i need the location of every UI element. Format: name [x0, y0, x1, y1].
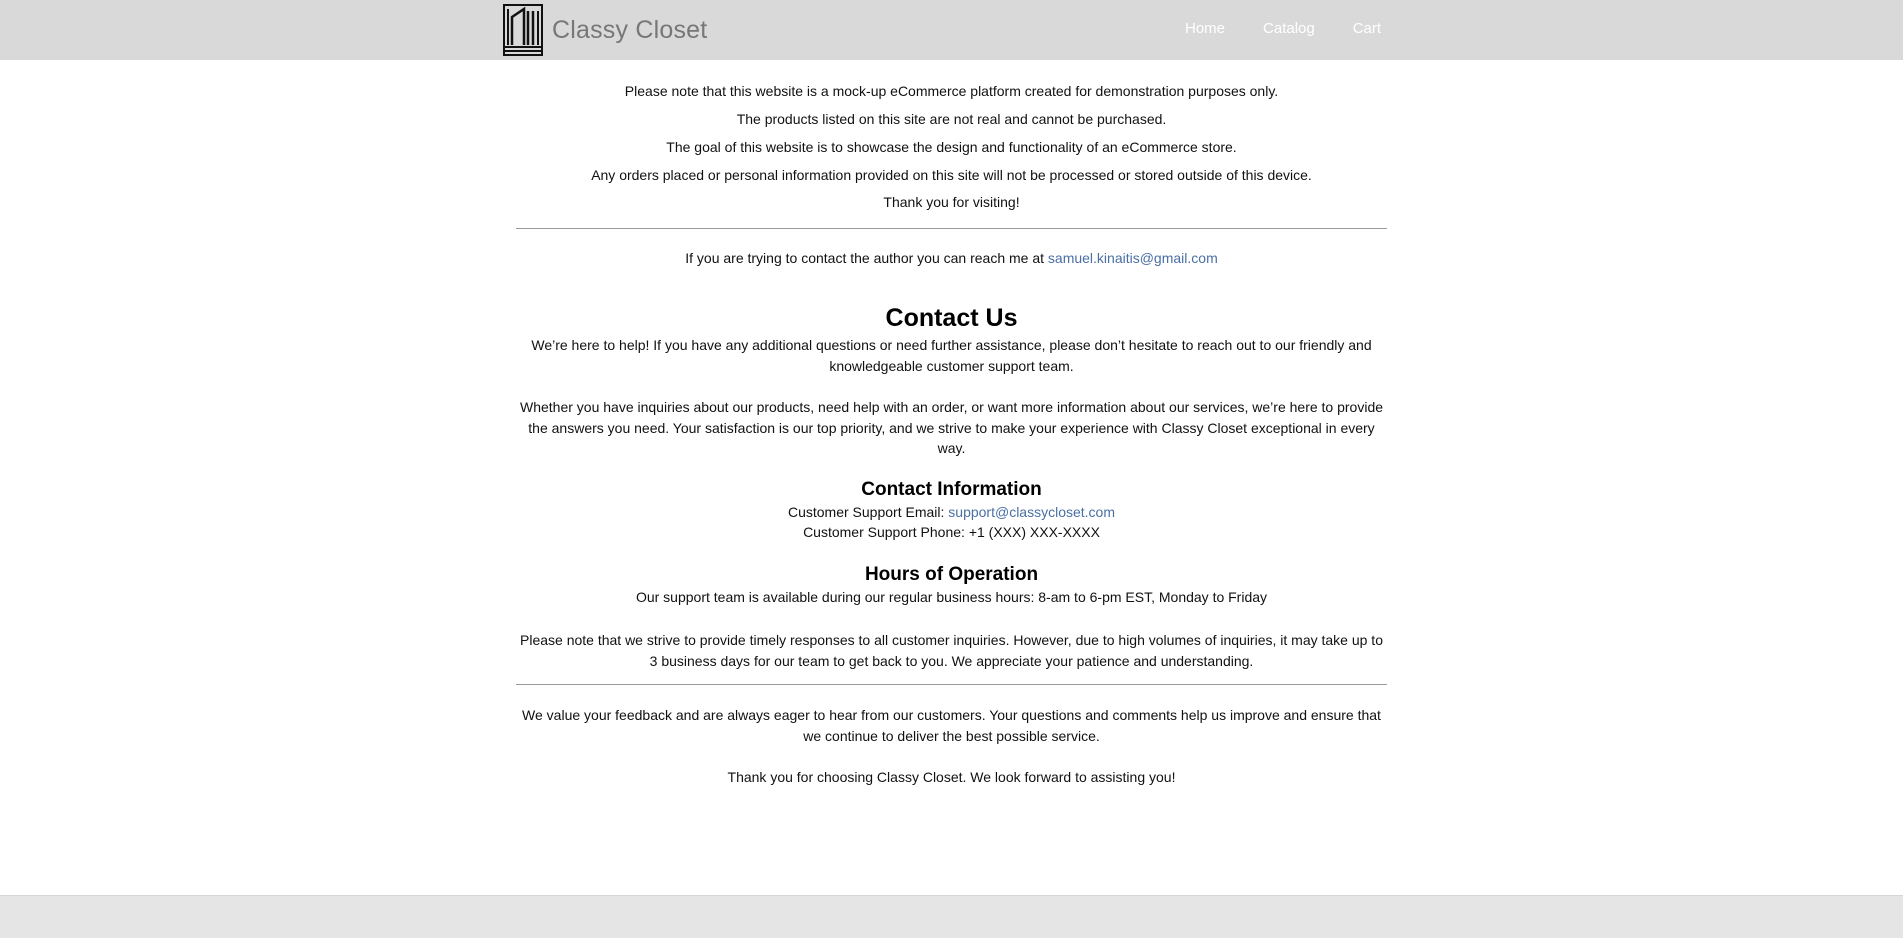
nav-link-home[interactable]: Home: [1185, 20, 1226, 37]
navbar: [0, 0, 1903, 60]
hours-text: Our support team is available during our regular business hours: 8-am to 6-pm EST, Monday to Friday: [635, 588, 1268, 605]
hours-title: Hours of Operation: [864, 563, 1039, 585]
response-note: Please note that we strive to provide timely responses to all customer inquiries. However, due to high volumes of inquiries, it may take up to 3 business days for our team to get back to you. We appreciate your patience and understanding.: [520, 632, 1383, 669]
disclaimer-line-5: Thank you for visiting!: [883, 194, 1020, 210]
footer: [0, 895, 1903, 938]
contact-info-title: Contact Information: [861, 478, 1042, 500]
closing-text: Thank you for choosing Classy Closet. We look forward to assisting you!: [727, 769, 1176, 785]
author-contact-text: If you are trying to contact the author you can reach me at: [685, 250, 1048, 266]
support-email-label: Customer Support Email:: [787, 503, 949, 520]
author-email-link[interactable]: samuel.kinaitis@gmail.com: [1047, 250, 1218, 266]
main-content: [516, 60, 1387, 788]
disclaimer-line-2: The products listed on this site are not real and cannot be purchased.: [736, 111, 1167, 127]
feedback-text: We value your feedback and are always eager to hear from our customers. Your questions and comments help us improve and ensure that we continue to deliver the best possible service.: [522, 707, 1381, 744]
disclaimer-line-1: Please note that this website is a mock-up eCommerce platform created for demonstration purposes only.: [624, 83, 1279, 99]
support-email-link[interactable]: support@classycloset.com: [948, 503, 1115, 520]
nav-link-catalog[interactable]: Catalog: [1263, 20, 1315, 37]
contact-services: Whether you have inquiries about our products, need help with an order, or want more information about our services, we’re here to provide the answers you need. Your satisfaction is our top priority, and we strive to make your experience with Classy Closet exceptional in every way.: [519, 399, 1384, 456]
disclaimer-line-4: Any orders placed or personal information provided on this site will not be processed or stored outside of this device.: [591, 167, 1312, 183]
closet-logo-icon: [502, 3, 544, 57]
disclaimer-line-3: The goal of this website is to showcase the design and functionality of an eCommerce store.: [666, 139, 1237, 155]
author-contact: [516, 250, 1387, 267]
contact-intro: We’re here to help! If you have any additional questions or need further assistance, please don’t hesitate to reach out to our friendly and knowledgeable customer support team.: [531, 337, 1372, 374]
brand-home-link[interactable]: [502, 3, 707, 57]
contact-us-title: Contact Us: [885, 304, 1018, 332]
support-phone-line: Customer Support Phone: +1 (XXX) XXX-XXXX: [803, 524, 1100, 540]
nav-link-cart[interactable]: Cart: [1352, 20, 1382, 37]
support-email-line: [516, 502, 1387, 523]
nav-links: [1185, 20, 1381, 37]
brand-name: Classy Closet: [552, 15, 708, 44]
